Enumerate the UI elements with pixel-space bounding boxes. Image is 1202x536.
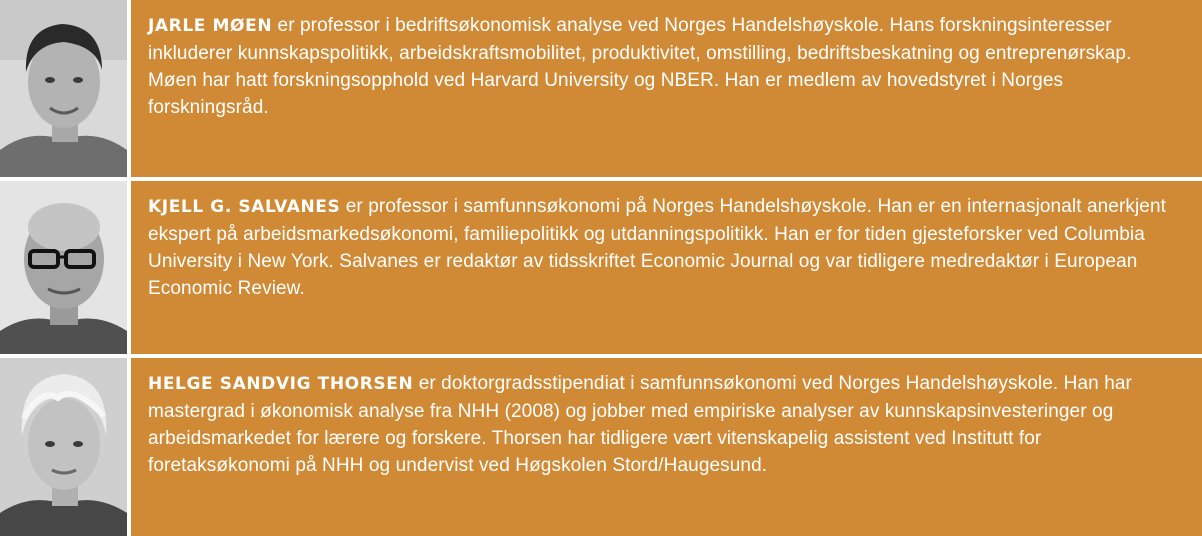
- author-bio-text: er professor i bedriftsøkonomisk analyse ved Norges Handelshøyskole. Hans forskningsinteresser inkluderer kunnskapspolitikk, arbeidskraftsmobilitet, produktivitet, omstilling, bedriftsbeskatning og entreprenørskap. Møen har hatt forskningsopphold ved Harvard University og NBER. Han er medlem av hovedstyret i Norges forskningsråd.: [148, 15, 1132, 118]
- author-row-salvanes: [0, 181, 1202, 354]
- bio-panel-thorsen: [131, 358, 1202, 536]
- bio-paragraph: [148, 12, 1180, 121]
- author-name: JARLE MØEN: [148, 16, 273, 36]
- portrait-photo-thorsen: [0, 358, 127, 536]
- bio-paragraph: [148, 193, 1180, 302]
- bio-paragraph: [148, 370, 1180, 479]
- portrait-image: [0, 0, 127, 177]
- bio-panel-moen: [131, 0, 1202, 177]
- portrait-image: [0, 358, 127, 536]
- bio-panel-salvanes: [131, 181, 1202, 354]
- portrait-photo-moen: [0, 0, 127, 177]
- portrait-photo-salvanes: [0, 181, 127, 354]
- author-bio-text: er doktorgradsstipendiat i samfunnsøkonomi ved Norges Handelshøyskole. Han har mastergrad i økonomisk analyse fra NHH (2008) og jobber med empiriske analyser av kunnskapsinvesteringer og arbeidsmarkedet for lærere og forskere. Thorsen har tidligere vært vitenskapelig assistent ved Institutt for foretaksøkonomi på NHH og undervist ved Høgskolen Stord/Haugesund.: [148, 373, 1132, 476]
- author-row-thorsen: [0, 358, 1202, 536]
- author-name: HELGE SANDVIG THORSEN: [148, 374, 414, 394]
- author-bio-text: er professor i samfunnsøkonomi på Norges Handelshøyskole. Han er en internasjonalt anerkjent ekspert på arbeidsmarkedsøkonomi, familiepolitikk og utdanningspolitikk. Han er for tiden gjesteforsker ved Columbia University i New York. Salvanes er redaktør av tidsskriftet Economic Journal og var tidligere medredaktør i European Economic Review.: [148, 196, 1167, 299]
- portrait-image: [0, 181, 127, 354]
- author-row-moen: [0, 0, 1202, 177]
- author-name: KJELL G. SALVANES: [148, 197, 341, 217]
